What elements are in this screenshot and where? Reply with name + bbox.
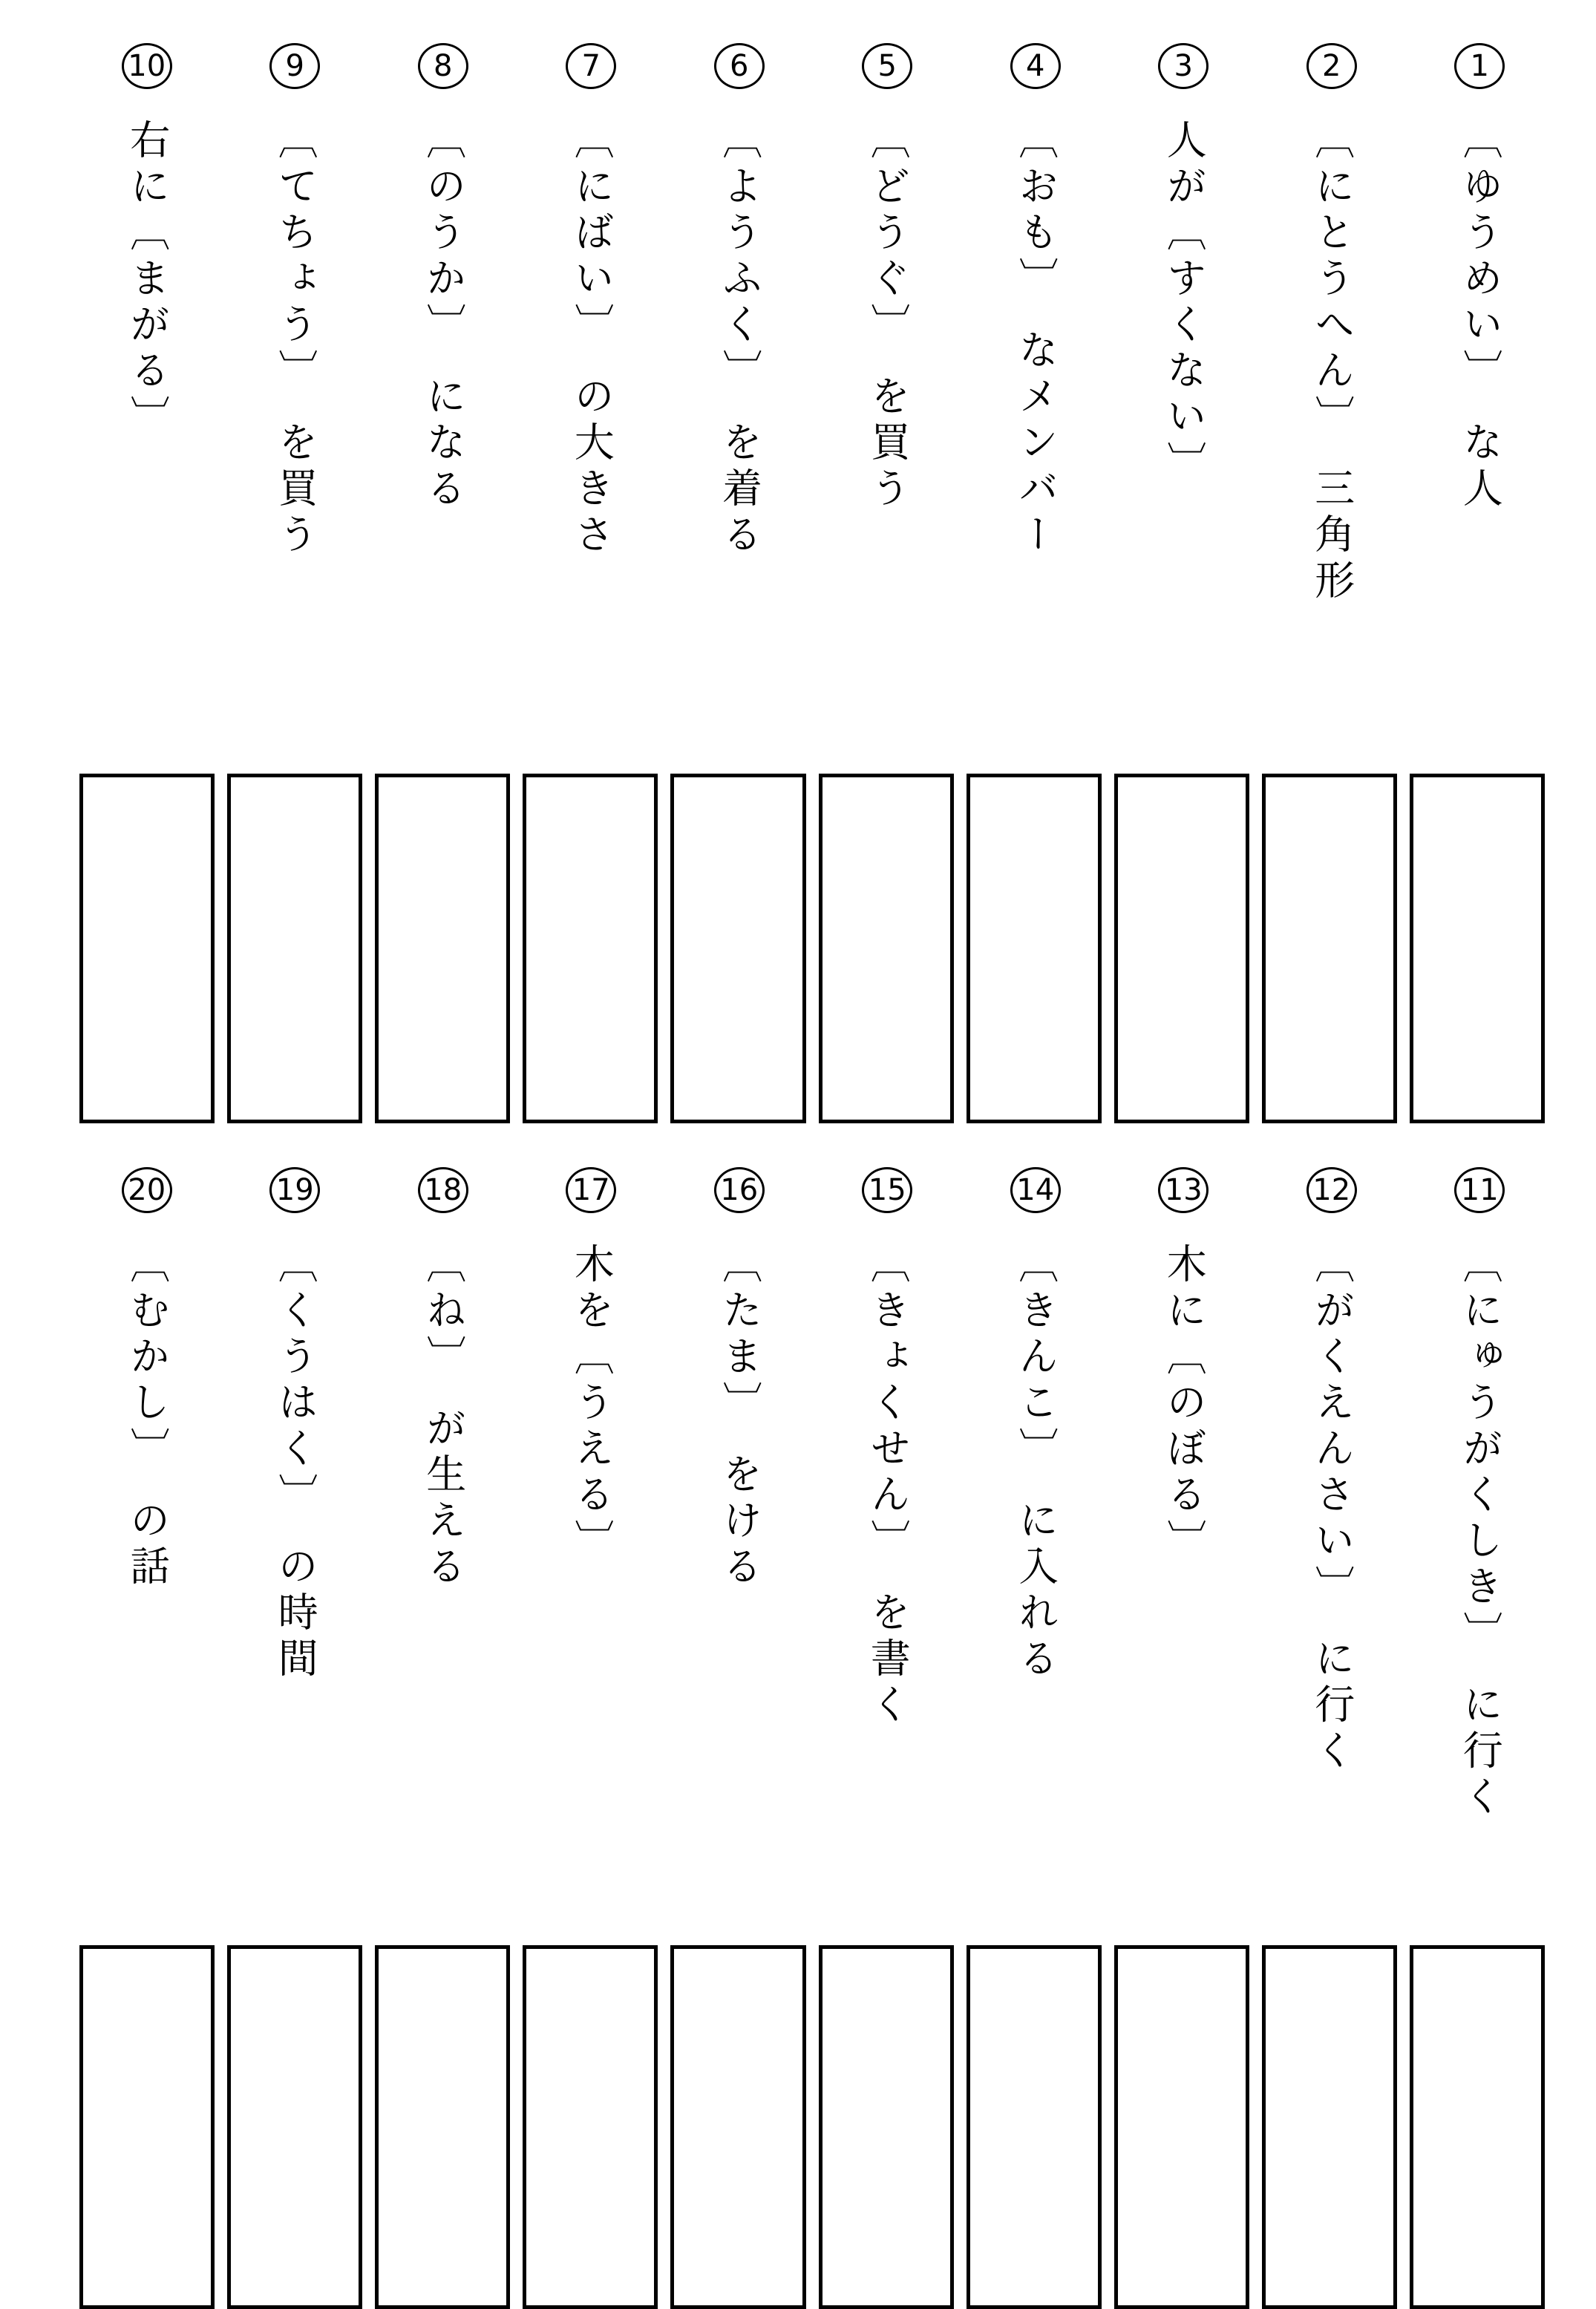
answer-box-3[interactable] xyxy=(1114,774,1249,1123)
question-number-circle: 11 xyxy=(1454,1167,1505,1213)
question-text: 〔きょくせん〕 を書く xyxy=(864,1243,912,1729)
question-text: 木を〔うえる〕 xyxy=(568,1243,615,1565)
question-text: 〔おも〕 なメンバー xyxy=(1012,119,1059,559)
question-text: 〔ゆうめい〕 な人 xyxy=(1456,119,1504,513)
question-text: 木に〔のぼる〕 xyxy=(1160,1243,1208,1565)
question-text: 〔ようふく〕 を着る xyxy=(716,119,763,559)
answer-box-2[interactable] xyxy=(1262,774,1397,1123)
question-number-circle: 7 xyxy=(566,43,616,89)
answer-box-row-top xyxy=(0,774,1596,1123)
question-item-3 xyxy=(1110,43,1258,774)
answer-box-18[interactable] xyxy=(375,1945,510,2309)
question-item-16 xyxy=(665,1167,814,1886)
question-number-circle: 4 xyxy=(1010,43,1061,89)
question-text: 〔にゅうがくしき〕 に行く xyxy=(1456,1243,1504,1821)
question-text: 〔くうはく〕 の時間 xyxy=(272,1243,319,1683)
answer-box-15[interactable] xyxy=(819,1945,954,2309)
question-number-circle: 12 xyxy=(1306,1167,1357,1213)
question-text: 右に〔まがる〕 xyxy=(123,119,171,441)
question-section-top xyxy=(0,0,1596,774)
answer-box-5[interactable] xyxy=(819,774,954,1123)
question-number-circle: 19 xyxy=(269,1167,320,1213)
question-item-13 xyxy=(1110,1167,1258,1886)
question-text: 〔どうぐ〕 を買う xyxy=(864,119,912,513)
answer-box-8[interactable] xyxy=(375,774,510,1123)
answer-box-row-bottom xyxy=(0,1945,1596,2309)
question-item-1 xyxy=(1406,43,1554,774)
question-number-circle: 8 xyxy=(418,43,468,89)
question-text: 〔きんこ〕 に入れる xyxy=(1012,1243,1059,1683)
question-item-9 xyxy=(221,43,370,774)
answer-box-7[interactable] xyxy=(523,774,658,1123)
answer-box-17[interactable] xyxy=(523,1945,658,2309)
question-item-15 xyxy=(814,1167,962,1886)
answer-box-12[interactable] xyxy=(1262,1945,1397,2309)
question-item-20 xyxy=(73,1167,221,1886)
question-item-19 xyxy=(221,1167,370,1886)
answer-box-20[interactable] xyxy=(79,1945,215,2309)
question-number-circle: 3 xyxy=(1158,43,1209,89)
answer-box-4[interactable] xyxy=(967,774,1102,1123)
question-item-8 xyxy=(369,43,517,774)
question-number-circle: 5 xyxy=(862,43,912,89)
question-text: 〔むかし〕 の話 xyxy=(123,1243,171,1591)
question-number-circle: 6 xyxy=(714,43,765,89)
question-text: 人が〔すくない〕 xyxy=(1160,119,1208,487)
question-number-circle: 15 xyxy=(862,1167,912,1213)
question-number-circle: 2 xyxy=(1306,43,1357,89)
question-text: 〔にばい〕 の大きさ xyxy=(568,119,615,559)
question-text: 〔てちょう〕 を買う xyxy=(272,119,319,559)
question-item-11 xyxy=(1406,1167,1554,1886)
question-text: 〔がくえんさい〕 に行く xyxy=(1308,1243,1355,1775)
answer-box-11[interactable] xyxy=(1410,1945,1545,2309)
question-number-circle: 13 xyxy=(1158,1167,1209,1213)
question-item-2 xyxy=(1257,43,1406,774)
question-item-5 xyxy=(814,43,962,774)
question-number-circle: 1 xyxy=(1454,43,1505,89)
answer-box-1[interactable] xyxy=(1410,774,1545,1123)
question-text: 〔のうか〕 になる xyxy=(419,119,467,513)
question-number-circle: 14 xyxy=(1010,1167,1061,1213)
question-item-4 xyxy=(961,43,1110,774)
answer-box-14[interactable] xyxy=(967,1945,1102,2309)
question-item-14 xyxy=(961,1167,1110,1886)
question-item-18 xyxy=(369,1167,517,1886)
question-number-circle: 18 xyxy=(418,1167,468,1213)
question-number-circle: 16 xyxy=(714,1167,765,1213)
question-text: 〔たま〕 をける xyxy=(716,1243,763,1591)
question-item-6 xyxy=(665,43,814,774)
question-item-7 xyxy=(517,43,666,774)
answer-box-9[interactable] xyxy=(227,774,362,1123)
question-section-bottom xyxy=(0,1158,1596,1886)
question-text: 〔ね〕 が生える xyxy=(419,1243,467,1591)
answer-box-19[interactable] xyxy=(227,1945,362,2309)
question-text: 〔にとうへん〕 三角形 xyxy=(1308,119,1355,605)
question-number-circle: 20 xyxy=(122,1167,172,1213)
question-item-10 xyxy=(73,43,221,774)
question-number-circle: 17 xyxy=(566,1167,616,1213)
answer-box-13[interactable] xyxy=(1114,1945,1249,2309)
question-item-12 xyxy=(1257,1167,1406,1886)
question-item-17 xyxy=(517,1167,666,1886)
answer-box-6[interactable] xyxy=(670,774,805,1123)
question-number-circle: 9 xyxy=(269,43,320,89)
answer-box-16[interactable] xyxy=(670,1945,805,2309)
answer-box-10[interactable] xyxy=(79,774,215,1123)
question-number-circle: 10 xyxy=(122,43,172,89)
